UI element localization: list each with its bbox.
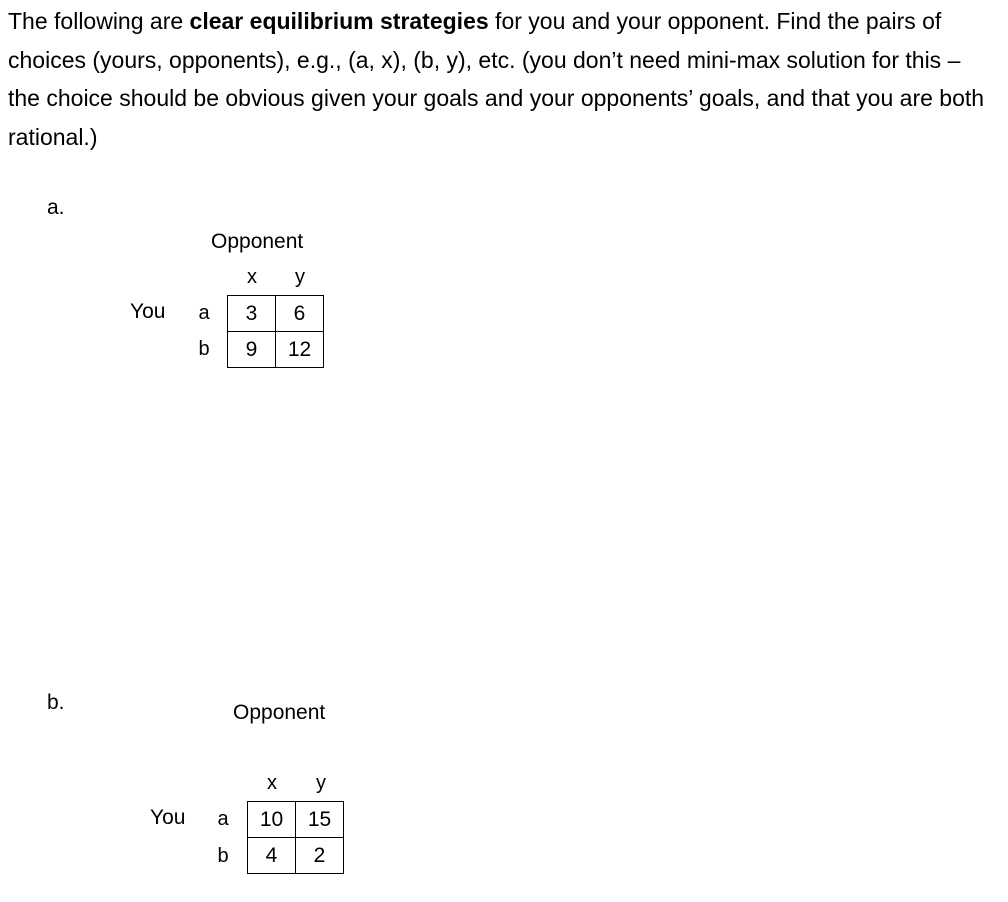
problem-a-opponent-label: Opponent: [211, 230, 304, 253]
problem-a-cell-a-x: 3: [228, 296, 276, 332]
problem-b-cell-a-y: 15: [296, 802, 344, 838]
problem-b-col-header-x: x: [267, 772, 277, 794]
problem-b-label: b.: [47, 691, 65, 714]
problem-b-matrix-row: [248, 802, 344, 838]
problem-b-cell-a-x: 10: [248, 802, 296, 838]
problem-a-matrix-row: [228, 332, 324, 368]
problem-b-cell-b-y: 2: [296, 838, 344, 874]
problem-a-col-header-y: y: [295, 266, 305, 288]
problem-b-row-header-a: a: [217, 808, 229, 830]
problem-a-row-header-b: b: [198, 338, 210, 360]
problem-b-you-label: You: [150, 806, 186, 829]
problem-b-row-header-b: b: [217, 845, 229, 867]
problem-a-cell-a-y: 6: [276, 296, 324, 332]
problem-b-matrix-row: [248, 838, 344, 874]
problem-b-opponent-label: Opponent: [233, 701, 326, 724]
problem-a-row-header-a: a: [198, 302, 210, 324]
problem-a-matrix-row: [228, 296, 324, 332]
problem-b-cell-b-x: 4: [248, 838, 296, 874]
problem-a-col-header-x: x: [247, 266, 257, 288]
problem-a-cell-b-y: 12: [276, 332, 324, 368]
problem-a-you-label: You: [130, 300, 166, 323]
problem-b-payoff-matrix: [247, 801, 344, 874]
problem-b-col-header-y: y: [316, 772, 326, 794]
instructions-text-start: The following are: [8, 8, 190, 34]
instructions-text-end: for you and your opponent. Find the pairs of choices (yours, opponents), e.g., (a, x), (b, y), etc. (you don’t need mini-max solution for this – the choice should be obvious given your goals and your opponents’ goals, and that you are both rational.): [8, 8, 985, 150]
instructions-paragraph: [8, 2, 998, 156]
problem-a-label: a.: [47, 196, 65, 219]
instructions-emphasis: clear equilibrium strategies: [189, 8, 489, 34]
problem-a-cell-b-x: 9: [228, 332, 276, 368]
problem-a-payoff-matrix: [227, 295, 324, 368]
